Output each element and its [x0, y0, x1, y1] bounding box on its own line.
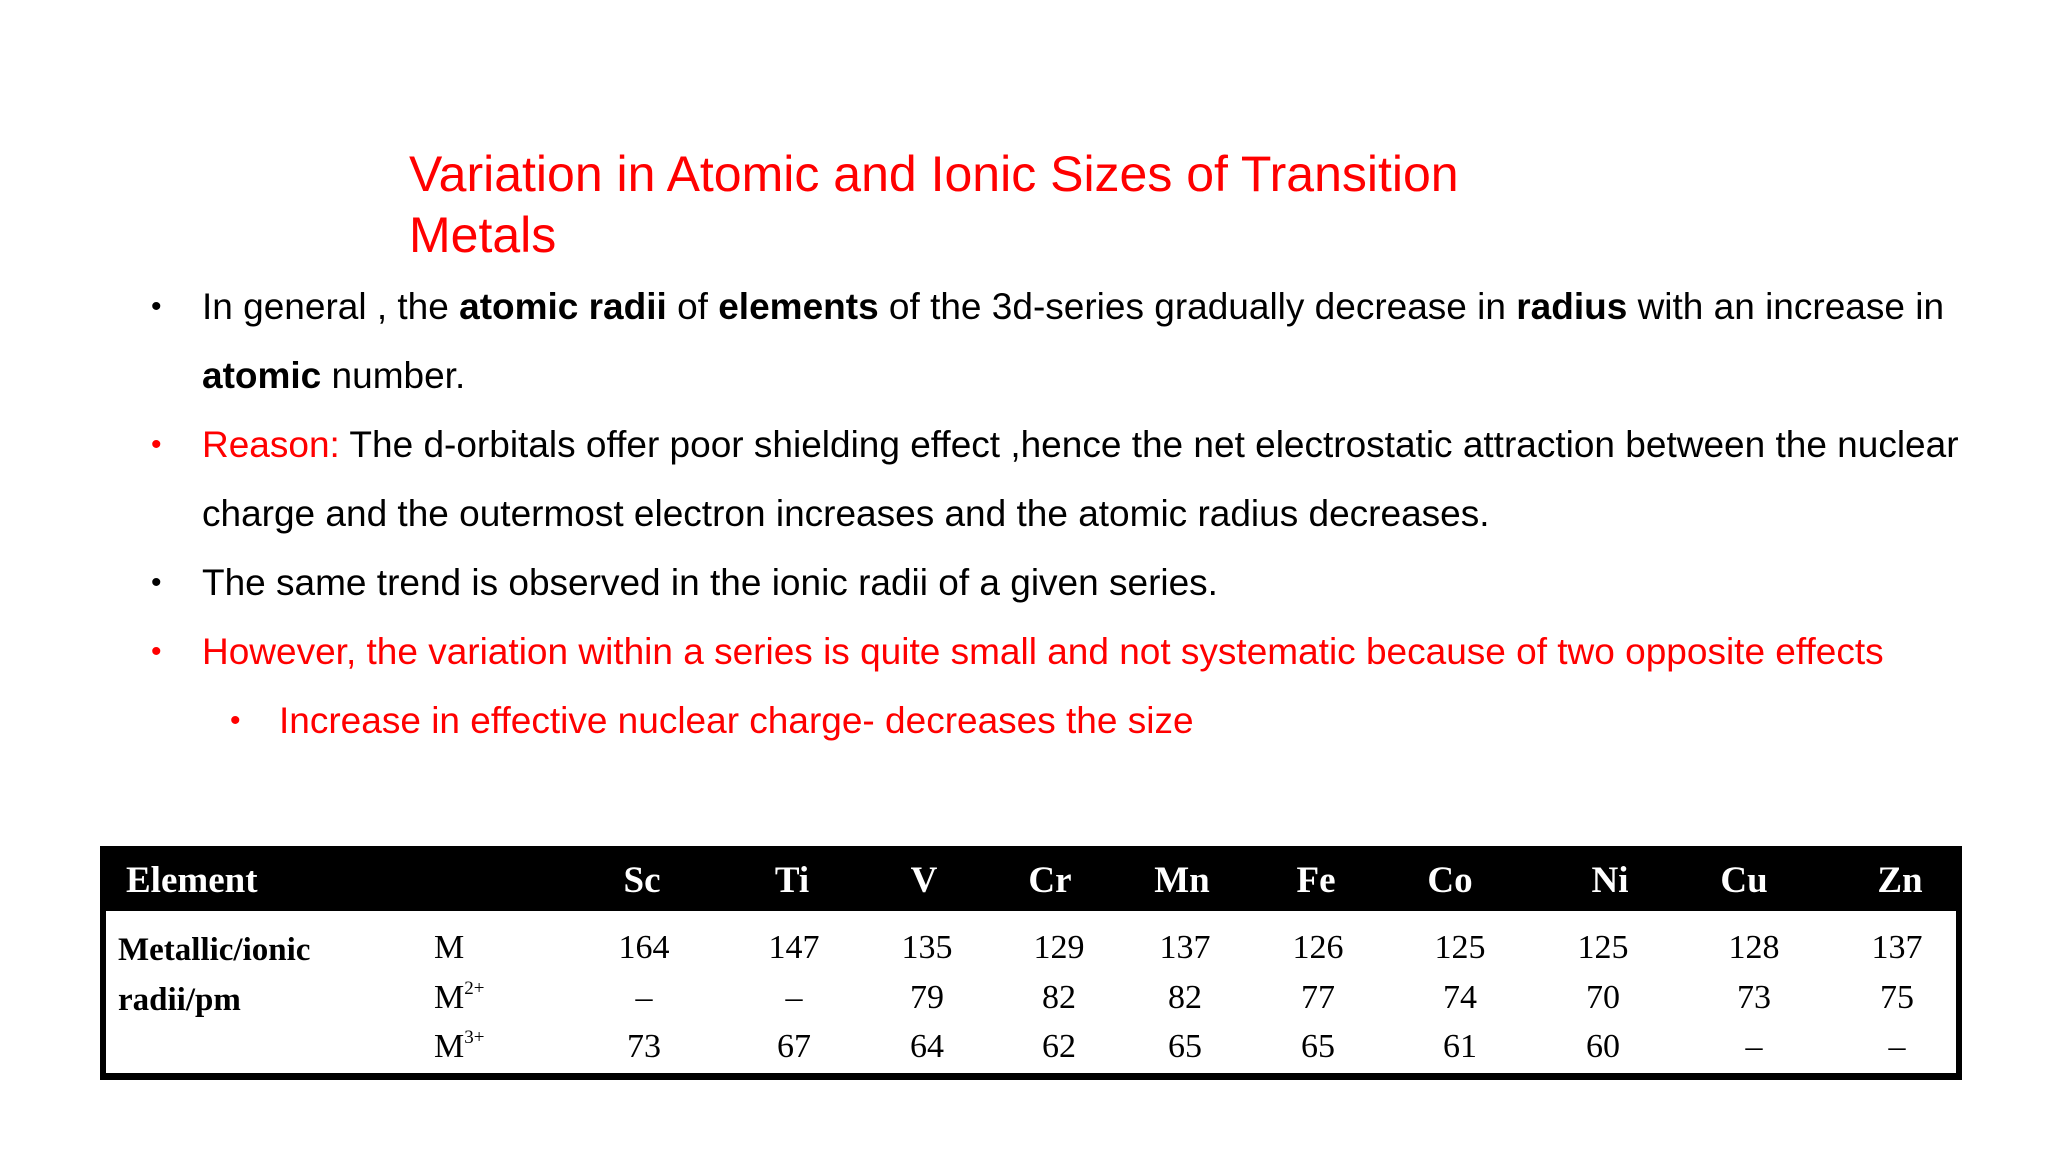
table-cell: 65: [1168, 1028, 1202, 1065]
header-element: Sc: [623, 860, 661, 901]
table-cell: 125: [1577, 929, 1629, 966]
header-element: Zn: [1877, 860, 1923, 901]
table-cell: 74: [1443, 979, 1477, 1016]
table-cell: 62: [1042, 1028, 1076, 1065]
header-element: Cu: [1720, 860, 1768, 901]
table-cell: 65: [1301, 1028, 1335, 1065]
table-cell: 125: [1434, 929, 1486, 966]
table-cell: 137: [1159, 929, 1211, 966]
table-cell: 64: [910, 1028, 944, 1065]
table-cell: –: [635, 979, 653, 1016]
bullet-dot-icon: •: [151, 566, 162, 599]
table-row: [106, 979, 1956, 1019]
bullet-variation: • However, the variation within a series is quite small and not systematic because of two opposite effects: [0, 617, 2048, 686]
table-cell: 77: [1301, 979, 1335, 1016]
species-label: M: [434, 929, 465, 966]
header-element: Ti: [774, 860, 810, 901]
table-cell: 126: [1292, 929, 1344, 966]
table-row: [106, 1028, 1956, 1068]
header-element: Co: [1427, 860, 1473, 901]
table-row: [106, 929, 1956, 969]
table-cell: 82: [1168, 979, 1202, 1016]
table-cell: –: [785, 979, 803, 1016]
header-element: Fe: [1296, 860, 1336, 901]
table-cell: 61: [1443, 1028, 1477, 1065]
table-cell: 70: [1586, 979, 1620, 1016]
bullet-ionic-trend: • The same trend is observed in the ionic radii of a given series.: [0, 548, 2048, 617]
table-cell: 129: [1033, 929, 1085, 966]
slide-title: [409, 144, 1609, 266]
table-cell: 73: [1737, 979, 1771, 1016]
table-cell: 135: [901, 929, 953, 966]
header-element: Cr: [1028, 860, 1072, 901]
header-element-label: Element: [126, 860, 258, 901]
bullet-atomic-radii: • In general , the atomic radii of elements of the 3d-series gradually decrease in radius with an increase in atomic number.: [0, 272, 2048, 410]
table-header-row: [106, 851, 1956, 911]
header-element: V: [910, 860, 938, 901]
title-line-2: Metals: [409, 207, 557, 263]
table-cell: 67: [777, 1028, 811, 1065]
bullet-dot-icon: •: [151, 290, 162, 323]
table-cell: 60: [1586, 1028, 1620, 1065]
table-cell: –: [1745, 1028, 1763, 1065]
species-label: $M^{3+}$: [434, 1027, 485, 1065]
reason-text: The d-orbitals offer poor shielding effect ,hence the net electrostatic attraction between the nuclear charge and the outermost electron increases and the atomic radius decreases.: [202, 424, 1959, 534]
table-cell: 137: [1871, 929, 1923, 966]
table-cell: 79: [910, 979, 944, 1016]
row-label-line-2: radii/pm: [118, 982, 241, 1018]
table-cell: 73: [627, 1028, 661, 1065]
radii-table: [100, 846, 1962, 1080]
table-cell: –: [1888, 1028, 1906, 1065]
header-element: Mn: [1154, 860, 1210, 901]
bullet-list: [0, 272, 2048, 755]
species-label: $M^{2+}$: [434, 978, 485, 1016]
bullet-dot-icon: •: [230, 704, 241, 737]
table-cell: 82: [1042, 979, 1076, 1016]
title-line-1: Variation in Atomic and Ionic Sizes of Transition: [409, 146, 1459, 202]
bullet-reason: [0, 410, 2048, 548]
bullet-dot-icon: •: [151, 428, 162, 461]
bullet-dot-icon: •: [151, 635, 162, 668]
table-cell: 147: [768, 929, 820, 966]
reason-label: Reason:: [202, 424, 340, 465]
sub-bullet-nuclear-charge: • Increase in effective nuclear charge- decreases the size: [0, 686, 2048, 755]
header-element: Ni: [1591, 860, 1629, 901]
table-body: [106, 911, 1956, 1073]
table-cell: 128: [1728, 929, 1780, 966]
table-cell: 164: [618, 929, 670, 966]
row-label-line-1: Metallic/ionic: [118, 932, 311, 968]
table-cell: 75: [1880, 979, 1914, 1016]
